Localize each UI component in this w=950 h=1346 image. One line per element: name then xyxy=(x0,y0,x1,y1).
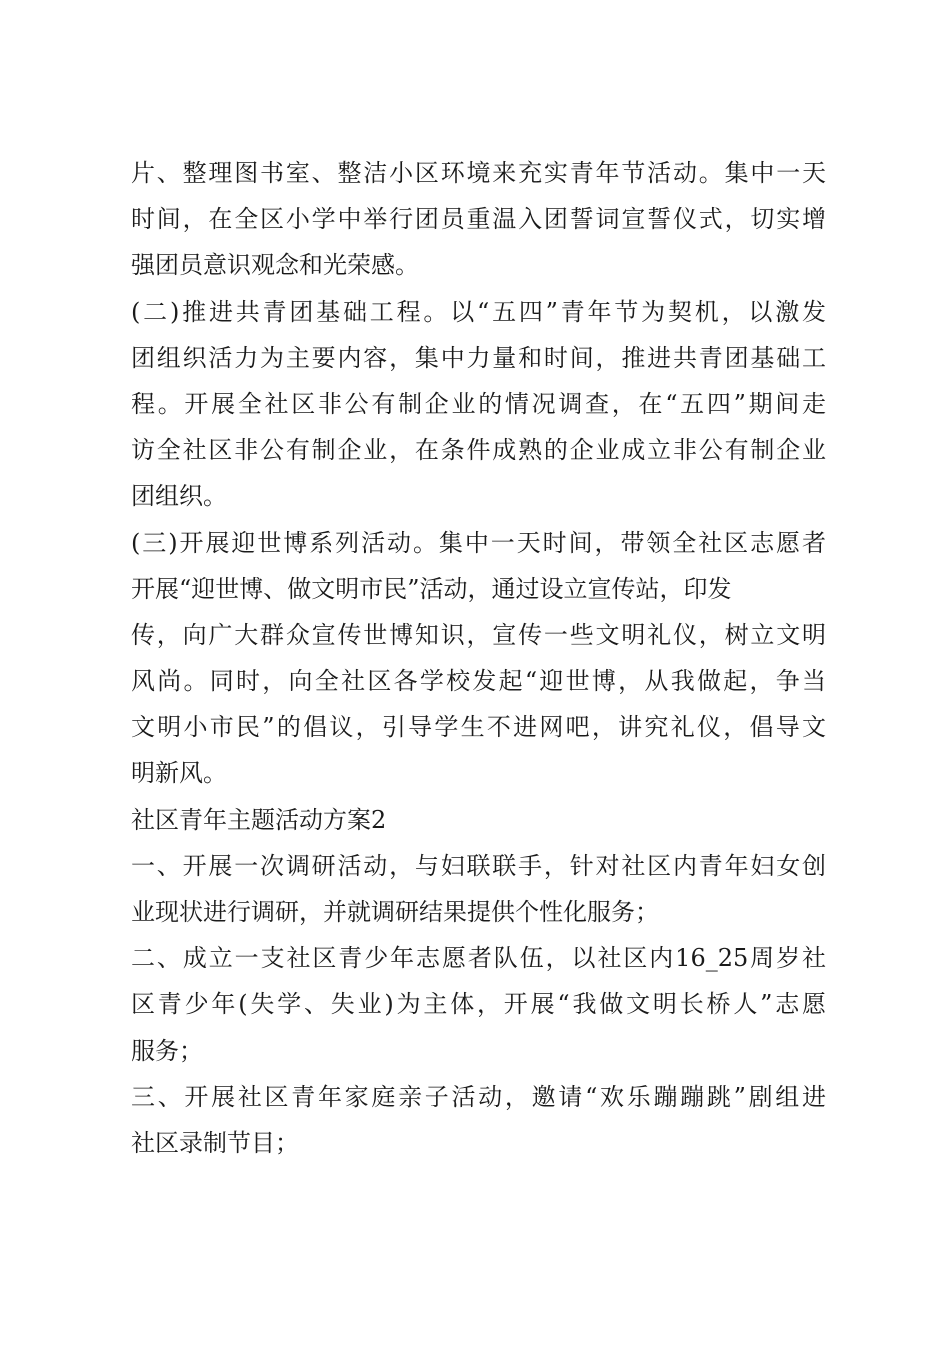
text-line: (二)推进共青团基础工程。以“五四”青年节为契机，以激发 xyxy=(131,297,826,326)
text-line: 团组织活力为主要内容，集中力量和时间，推进共青团基础工 xyxy=(131,343,826,372)
text-line: 风尚。同时，向全社区各学校发起“迎世博，从我做起，争当 xyxy=(131,667,826,696)
text-line: 片、整理图书室、整洁小区环境来充实青年节活动。集中一天 xyxy=(131,159,826,187)
text-line: 二、成立一支社区青少年志愿者队伍，以社区内16_25周岁社 xyxy=(131,944,826,973)
text-line: 业现状进行调研，并就调研结果提供个性化服务； xyxy=(131,898,659,926)
section-heading: 社区青年主题活动方案2 xyxy=(131,805,387,834)
text-line: 开展“迎世博、做文明市民”活动，通过设立宣传站，印发 xyxy=(131,574,732,603)
text-line: 服务； xyxy=(131,1036,203,1065)
document-body xyxy=(131,150,826,1166)
text-line: 传，向广大群众宣传世博知识，宣传一些文明礼仪，树立文明 xyxy=(131,620,826,649)
text-line: 强团员意识观念和光荣感。 xyxy=(131,251,419,280)
text-line: 区青少年(失学、失业)为主体，开展“我做文明长桥人”志愿 xyxy=(131,990,826,1019)
text-line: (三)开展迎世博系列活动。集中一天时间，带领全社区志愿者 xyxy=(131,528,826,557)
text-line: 程。开展全社区非公有制企业的情况调查，在“五四”期间走 xyxy=(131,389,826,418)
text-line: 文明小市民”的倡议，引导学生不进网吧，讲究礼仪，倡导文 xyxy=(131,713,826,742)
text-line: 访全社区非公有制企业，在条件成熟的企业成立非公有制企业 xyxy=(131,436,826,465)
text-line: 团组织。 xyxy=(131,482,227,511)
text-line: 三、开展社区青年家庭亲子活动，邀请“欢乐蹦蹦跳”剧组进 xyxy=(131,1082,826,1111)
text-line: 明新风。 xyxy=(131,759,227,788)
text-line: 社区录制节目； xyxy=(131,1128,299,1157)
text-line: 时间，在全区小学中举行团员重温入团誓词宣誓仪式，切实增 xyxy=(131,205,826,234)
text-line: 一、开展一次调研活动，与妇联联手，针对社区内青年妇女创 xyxy=(131,851,826,880)
